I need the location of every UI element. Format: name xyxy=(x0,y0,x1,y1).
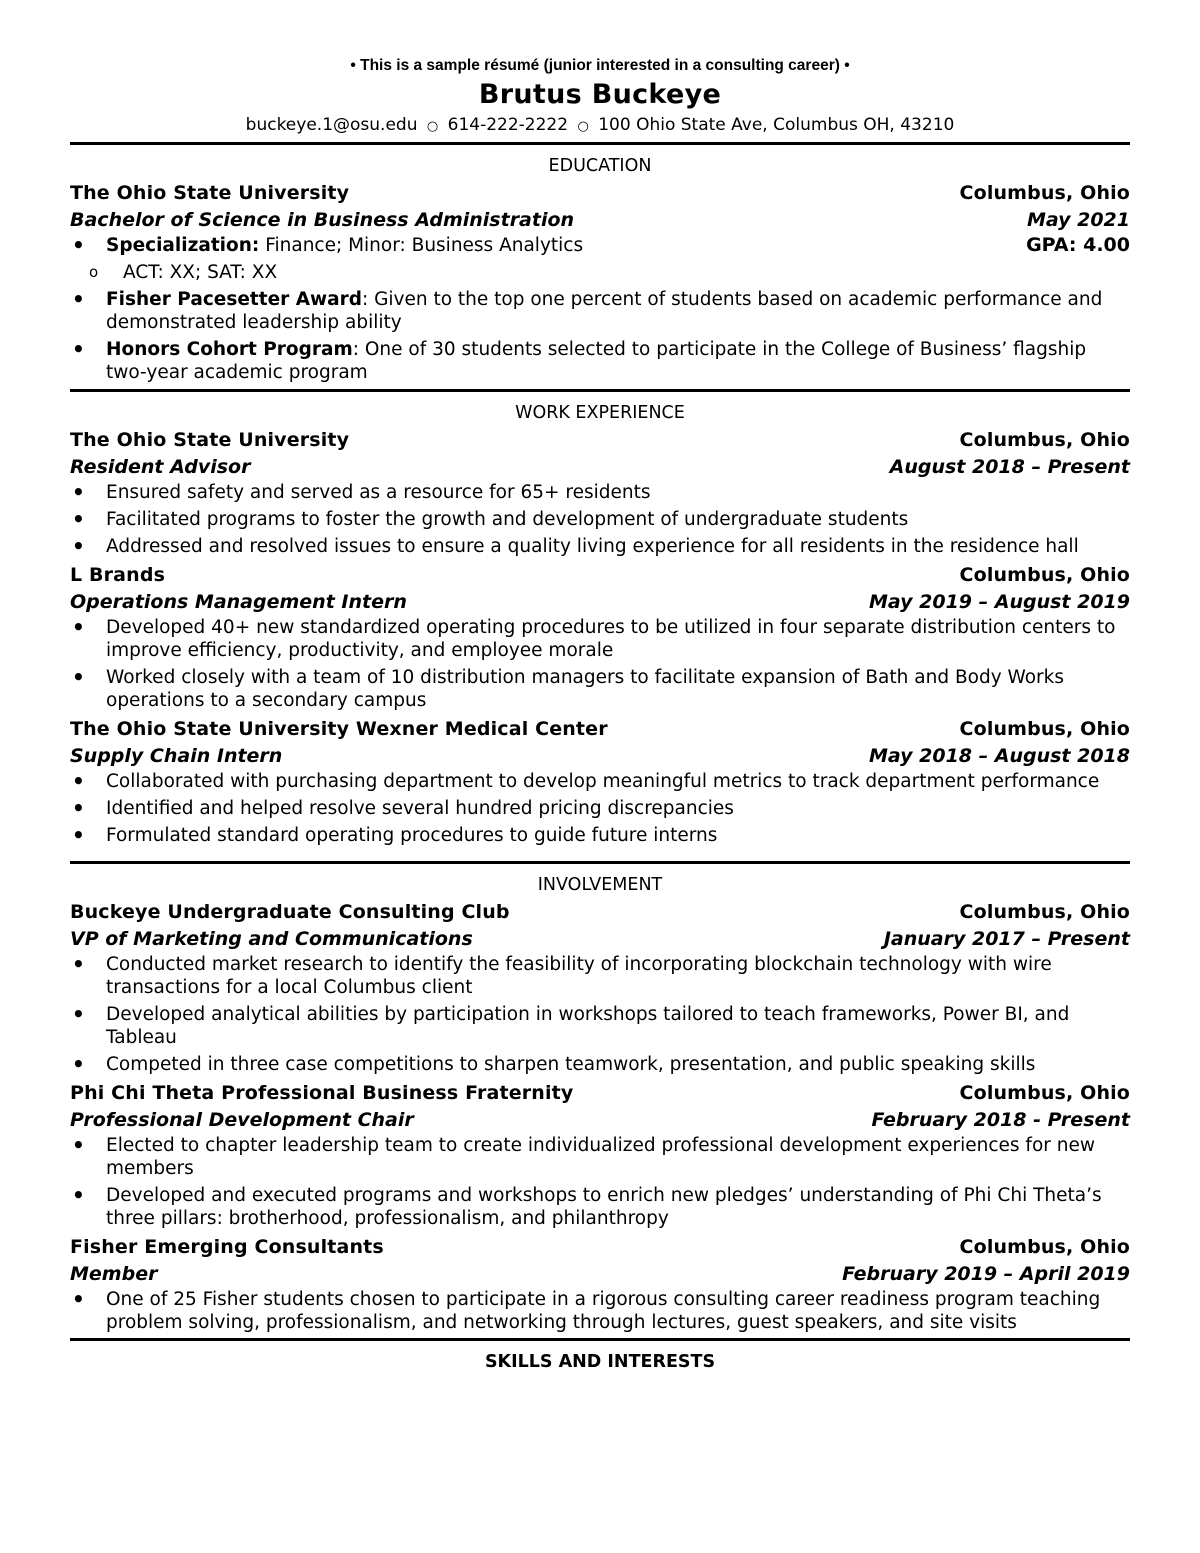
involvement-org-row xyxy=(70,899,1130,926)
org-name: The Ohio State University Wexner Medical Center xyxy=(70,718,608,740)
work-role-row xyxy=(70,589,1130,616)
section-divider xyxy=(70,861,1130,864)
role: VP of Marketing and Communications xyxy=(70,928,473,950)
list-item: • Identified and helped resolve several hundred pricing discrepancies xyxy=(70,797,1130,820)
section-divider xyxy=(70,1338,1130,1341)
list-item xyxy=(70,234,1130,257)
work-bullets xyxy=(70,770,1130,847)
section-title-involvement: INVOLVEMENT xyxy=(537,875,663,895)
role-date: August 2018 – Present xyxy=(889,456,1130,478)
org-location: Columbus, Ohio xyxy=(959,901,1130,923)
candidate-name: Brutus Buckeye xyxy=(478,79,722,110)
section-title-skills: SKILLS AND INTERESTS xyxy=(484,1352,716,1372)
work-org-row xyxy=(70,562,1130,589)
org-name: Buckeye Undergraduate Consulting Club xyxy=(70,901,510,923)
org-location: Columbus, Ohio xyxy=(959,429,1130,451)
org-location: Columbus, Ohio xyxy=(959,564,1130,586)
education-degree-row xyxy=(70,207,1130,234)
org-name: The Ohio State University xyxy=(70,429,350,451)
list-item: • One of 25 Fisher students chosen to participate in a rigorous consulting career readiness program teaching problem solving, professionalism, and networking through lectures, guest speakers, and site visits xyxy=(70,1288,1130,1334)
list-item: • Fisher Pacesetter Award: Given to the top one percent of students based on academic performance and demonstrated leadership ability xyxy=(70,288,1130,334)
specialization-label: Specialization: xyxy=(106,235,260,256)
work-bullets xyxy=(70,481,1130,558)
work-org-row xyxy=(70,427,1130,454)
role: Operations Management Intern xyxy=(70,591,407,613)
org-name: Phi Chi Theta Professional Business Fraternity xyxy=(70,1082,574,1104)
org-name: The Ohio State University xyxy=(70,182,350,204)
address: 100 Ohio State Ave, Columbus OH, 43210 xyxy=(598,115,955,135)
list-item: • Conducted market research to identify the feasibility of incorporating blockchain technology with wire transactions for a local Columbus client xyxy=(70,953,1130,999)
role: Resident Advisor xyxy=(70,456,251,478)
involvement-org-row xyxy=(70,1080,1130,1107)
org-location: Columbus, Ohio xyxy=(959,1082,1130,1104)
involvement-org-row xyxy=(70,1234,1130,1261)
role-date: January 2017 – Present xyxy=(883,928,1130,950)
list-item: • Addressed and resolved issues to ensure a quality living experience for all residents in the residence hall xyxy=(70,535,1130,558)
list-item: • Facilitated programs to foster the growth and development of undergraduate students xyxy=(70,508,1130,531)
role: Member xyxy=(70,1263,158,1285)
org-location: Columbus, Ohio xyxy=(959,718,1130,740)
list-item: • Worked closely with a team of 10 distribution managers to facilitate expansion of Bath and Body Works operations to a secondary campus xyxy=(70,666,1130,712)
list-item: • Developed 40+ new standardized operating procedures to be utilized in four separate distribution centers to improve efficiency, productivity, and employee morale xyxy=(70,616,1130,662)
org-name: L Brands xyxy=(70,564,166,586)
separator-icon: ○ xyxy=(577,119,589,134)
work-bullets xyxy=(70,616,1130,712)
education-bullets xyxy=(70,234,1130,384)
org-name: Fisher Emerging Consultants xyxy=(70,1236,384,1258)
role: Professional Development Chair xyxy=(70,1109,414,1131)
involvement-bullets xyxy=(70,1288,1130,1334)
degree: Bachelor of Science in Business Administration xyxy=(70,209,575,231)
section-title-education: EDUCATION xyxy=(548,156,652,176)
section-divider xyxy=(70,142,1130,145)
phone: 614-222-2222 xyxy=(447,115,569,135)
list-item: • Developed analytical abilities by participation in workshops tailored to teach frameworks, Power BI, and Tableau xyxy=(70,1003,1130,1049)
resume-page xyxy=(70,55,1130,1376)
involvement-role-row xyxy=(70,1107,1130,1134)
list-item: • Honors Cohort Program: One of 30 students selected to participate in the College of Business’ flagship two-year academic program xyxy=(70,338,1130,384)
work-role-row xyxy=(70,454,1130,481)
separator-icon: ○ xyxy=(426,119,439,134)
role: Supply Chain Intern xyxy=(70,745,283,767)
role-date: February 2019 – April 2019 xyxy=(842,1263,1130,1285)
role-date: May 2018 – August 2018 xyxy=(869,745,1130,767)
involvement-bullets xyxy=(70,1134,1130,1230)
work-role-row xyxy=(70,743,1130,770)
work-org-row xyxy=(70,716,1130,743)
section-divider xyxy=(70,389,1130,392)
specialization-text: Finance; Minor: Business Analytics xyxy=(259,235,584,256)
involvement-bullets xyxy=(70,953,1130,1076)
email[interactable]: buckeye.1@osu.edu xyxy=(245,115,418,135)
org-location: Columbus, Ohio xyxy=(959,1236,1130,1258)
section-title-work: WORK EXPERIENCE xyxy=(515,403,685,423)
list-item: • Developed and executed programs and workshops to enrich new pledges’ understanding of Phi Chi Theta’s three pillars: brotherhood, professionalism, and philanthropy xyxy=(70,1184,1130,1230)
list-item: • Elected to chapter leadership team to create individualized professional development experiences for new members xyxy=(70,1134,1130,1180)
involvement-role-row xyxy=(70,1261,1130,1288)
education-org-row xyxy=(70,180,1130,207)
role-date: May 2019 – August 2019 xyxy=(869,591,1130,613)
involvement-role-row xyxy=(70,926,1130,953)
list-item: • Formulated standard operating procedures to guide future interns xyxy=(70,824,1130,847)
degree-date: May 2021 xyxy=(1026,209,1130,231)
gpa: GPA: 4.00 xyxy=(1026,234,1130,256)
list-item: • Competed in three case competitions to sharpen teamwork, presentation, and public speaking skills xyxy=(70,1053,1130,1076)
list-item-sub: o ACT: XX; SAT: XX xyxy=(70,261,1130,284)
list-item: • Collaborated with purchasing department to develop meaningful metrics to track department performance xyxy=(70,770,1130,793)
role-date: February 2018 - Present xyxy=(871,1109,1130,1131)
list-item: • Ensured safety and served as a resource for 65+ residents xyxy=(70,481,1130,504)
contact-line xyxy=(70,113,1130,137)
sample-note: • This is a sample résumé (junior interested in a consulting career) • xyxy=(350,57,850,74)
org-location: Columbus, Ohio xyxy=(959,182,1130,204)
